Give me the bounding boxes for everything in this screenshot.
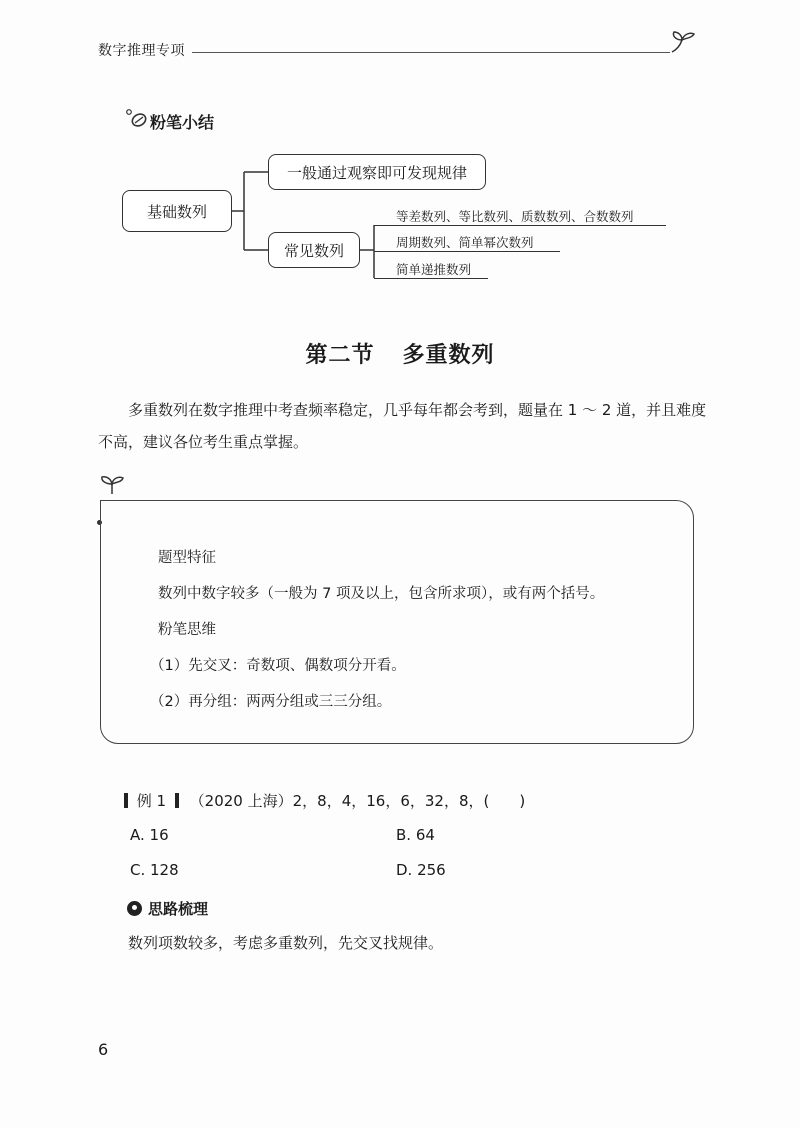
lightbulb-icon xyxy=(127,901,142,916)
mindmap-leaf: 周期数列、简单幂次数列 xyxy=(396,235,534,250)
mindmap-connectors xyxy=(0,0,800,300)
thinking-title-text: 思路梳理 xyxy=(148,900,209,918)
running-head: 数字推理专项 xyxy=(98,43,185,59)
thinking-text: 数列项数较多，考虑多重数列，先交叉找规律。 xyxy=(128,934,444,952)
feature-text: 数列中数字较多（一般为 7 项及以上，包含所求项），或有两个括号。 xyxy=(158,586,605,602)
section-number: 第二节 xyxy=(305,343,375,368)
leaf-underline xyxy=(374,278,488,279)
page-number: 6 xyxy=(98,1040,109,1059)
section-title xyxy=(0,338,800,369)
bracket-marker xyxy=(175,793,179,808)
feature-heading: 题型特征 xyxy=(158,550,216,566)
thinking-point: （1）先交叉：奇数项、偶数项分开看。 xyxy=(150,658,406,674)
mindmap-leaf: 等差数列、等比数列、质数数列、合数数列 xyxy=(396,209,634,224)
option-a: A. 16 xyxy=(130,826,169,844)
option-c: C. 128 xyxy=(130,861,179,879)
option-d: D. 256 xyxy=(396,861,446,879)
intro-paragraph: 多重数列在数字推理中考查频率稳定，几乎每年都会考到，题量在 1 ～ 2 道，并且难度不高，建议各位考生重点掌握。 xyxy=(98,401,707,451)
bracket-marker xyxy=(124,793,128,808)
mindmap-branch-observe: 一般通过观察即可发现规律 xyxy=(268,154,486,190)
summary-title: 粉笔小结 xyxy=(150,113,215,132)
sprout-icon xyxy=(98,474,126,496)
section-name: 多重数列 xyxy=(402,343,495,368)
mindmap-root: 基础数列 xyxy=(122,190,232,232)
mindmap-branch-common: 常见数列 xyxy=(268,232,360,268)
example-question: 2，8，4，16，6，32，8，( ) xyxy=(292,792,526,810)
example-label: 例 1 xyxy=(136,792,167,810)
example-heading xyxy=(124,790,525,811)
leaf-underline xyxy=(374,225,666,226)
option-b: B. 64 xyxy=(396,826,435,844)
mindmap-leaf: 简单递推数列 xyxy=(396,262,472,277)
thinking-title xyxy=(127,898,208,919)
example-source: （2020 上海） xyxy=(189,792,293,810)
thinking-heading: 粉笔思维 xyxy=(158,622,216,638)
leaf-underline xyxy=(374,251,560,252)
thinking-point: （2）再分组：两两分组或三三分组。 xyxy=(150,694,392,710)
